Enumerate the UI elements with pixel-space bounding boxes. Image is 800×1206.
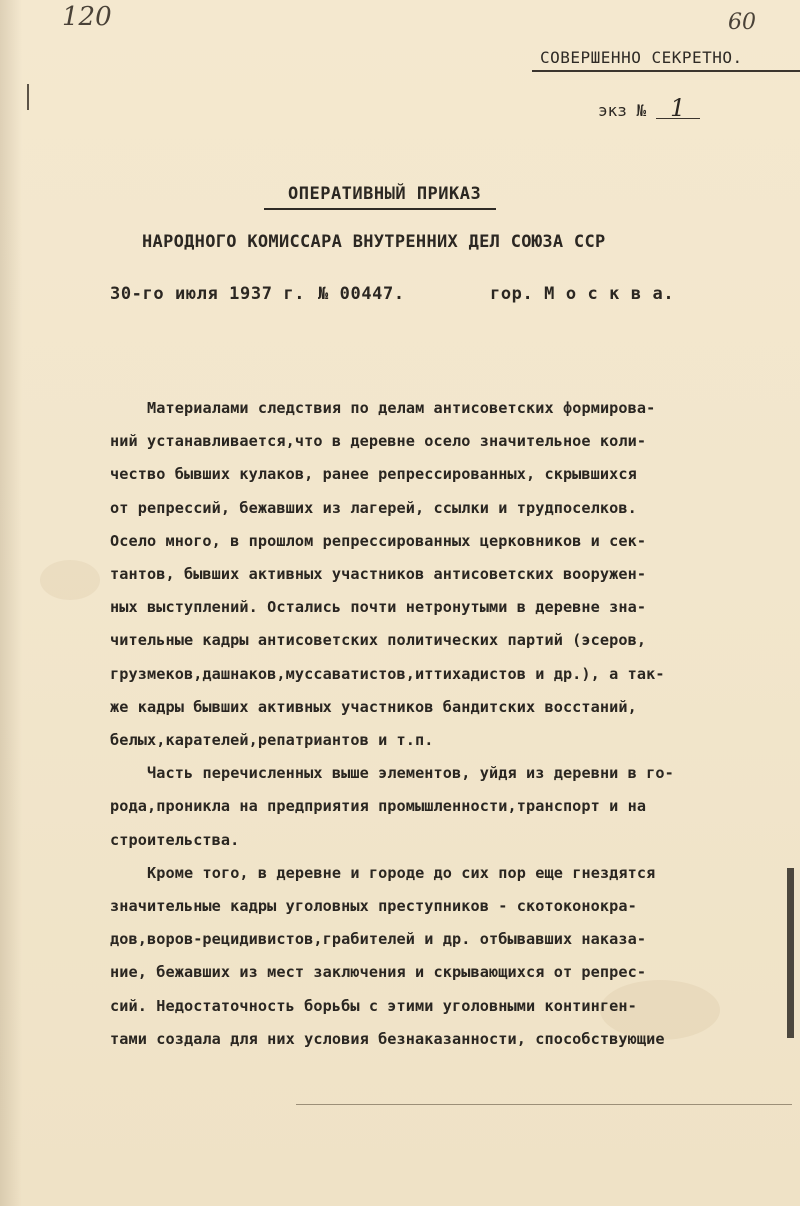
copy-number: 1: [656, 98, 700, 119]
body-line: от репрессий, бежавших из лагерей, ссылки и трудпоселков.: [110, 498, 637, 517]
body-line: чество бывших кулаков, ранее репрессированных, скрывшихся: [110, 465, 637, 484]
body-line: рода,проникла на предприятия промышленности,транспорт и на: [110, 797, 647, 816]
title-underline: [264, 208, 496, 210]
classification-underline: [532, 70, 800, 72]
body-line: же кадры бывших активных участников бандитских восстаний,: [110, 697, 637, 716]
handwritten-page-number: 60: [728, 10, 756, 35]
body-line: значительные кадры уголовных преступников - скотоконокра-: [110, 897, 637, 916]
copy-label: экз №: [598, 101, 647, 120]
order-place: гор. М о с к в а.: [490, 284, 675, 304]
body-line: сий. Недостаточность борьбы с этими уголовными континген-: [110, 996, 637, 1015]
margin-tick: [27, 84, 29, 110]
paper-stain: [40, 560, 100, 600]
body-line: Материалами следствия по делам антисоветских формирова-: [147, 399, 656, 417]
body-line: Часть перечисленных выше элементов, уйдя из деревни в го-: [147, 764, 674, 783]
order-date: 30-го июля 1937 г.: [110, 284, 306, 304]
body-line: дов,воров-рецидивистов,грабителей и др. отбывавших наказа-: [110, 930, 647, 949]
body-line: грузмеков,дашнаков,муссаватистов,иттихадистов и др.), а так-: [110, 664, 665, 683]
body-line: Осело много, в прошлом репрессированных церковников и сек-: [110, 531, 647, 550]
body-line: чительные кадры антисоветских политических партий (эсеров,: [110, 631, 647, 650]
handwritten-corner-mark: 120: [62, 2, 112, 32]
body-line: ние, бежавших из мест заключения и скрывающихся от репрес-: [110, 963, 647, 982]
order-number: № 00447.: [318, 284, 405, 304]
bottom-rule: [296, 1104, 792, 1105]
body-line: тами создала для них условия безнаказанности, способствующие: [110, 1029, 665, 1048]
body-line: строительства.: [110, 830, 240, 849]
body-line: ных выступлений. Остались почти нетронутыми в деревне зна-: [110, 598, 647, 617]
body-line: ний устанавливается,что в деревне осело значительное коли-: [110, 432, 647, 451]
body-text: [110, 392, 790, 1056]
document-title: ОПЕРАТИВНЫЙ ПРИКАЗ: [288, 184, 482, 204]
body-line: тантов, бывших активных участников антисоветских вооружен-: [110, 565, 647, 584]
copy-number-line: [598, 94, 700, 122]
classification-stamp: СОВЕРШЕННО СЕКРЕТНО.: [540, 48, 743, 67]
body-line: белых,карателей,репатриантов и т.п.: [110, 731, 434, 750]
right-edge-mark: [787, 868, 794, 1038]
body-line: Кроме того, в деревне и городе до сих пор еще гнездятся: [147, 863, 656, 882]
document-subtitle: НАРОДНОГО КОМИССАРА ВНУТРЕННИХ ДЕЛ СОЮЗА ССР: [142, 232, 606, 252]
